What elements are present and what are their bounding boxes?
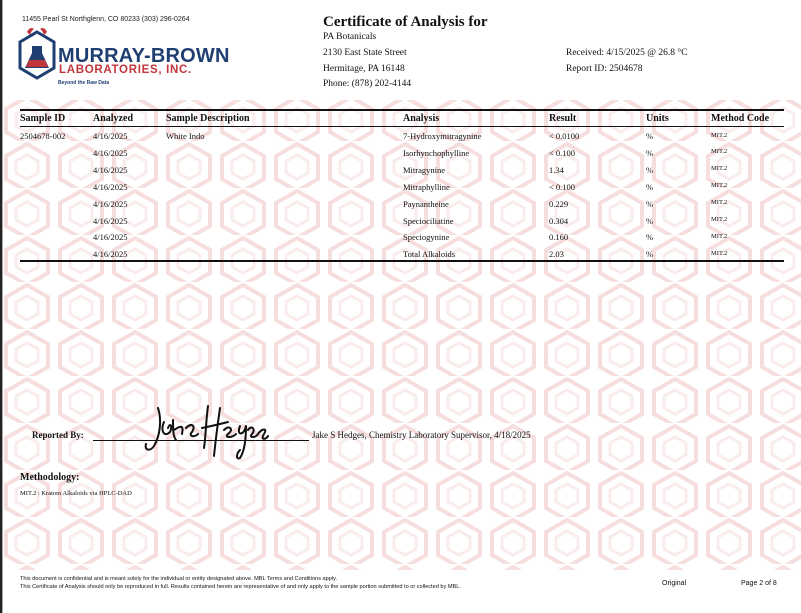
row-method-code: MIT.2: [711, 199, 728, 207]
row-sample-id: 2504678-002: [20, 131, 66, 141]
row-method-code: MIT.2: [711, 148, 728, 156]
certificate-title: Certificate of Analysis for: [323, 14, 488, 30]
row-units: %: [646, 131, 654, 141]
row-units: %: [646, 147, 654, 158]
client-street: 2130 East State Street: [323, 48, 407, 58]
row-result: < 0.100: [549, 147, 576, 158]
client-city: Hermitage, PA 16148: [323, 64, 405, 74]
row-analysis: Speciociliatine: [403, 215, 454, 226]
methodology-title: Methodology:: [20, 472, 80, 483]
row-units: %: [646, 249, 654, 260]
footer-page-number: Page 2 of 8: [741, 580, 777, 587]
row-method-code: MIT.2: [711, 216, 728, 223]
row-sample-description: White Indo: [166, 131, 205, 141]
table-bottom-rule: [20, 260, 784, 262]
row-units: %: [646, 164, 654, 175]
header-sample-id: Sample ID: [20, 113, 66, 124]
header-analyzed: Analyzed: [93, 113, 133, 124]
reported-by-label: Reported By:: [32, 430, 84, 440]
row-units: %: [646, 232, 654, 243]
footer-confidentiality: This document is confidential and is meant solely for the individual or entity designated above. MBL Terms and Conditions apply.: [20, 576, 338, 582]
row-analyzed: 4/16/2025: [93, 232, 128, 243]
flask-logo-icon: [18, 26, 58, 88]
row-analyzed: 4/16/2025: [93, 215, 128, 226]
methodology-item: MIT.2 : Kratom Alkaloids via HPLC-DAD: [20, 490, 132, 497]
row-analysis: Paynantheine: [403, 198, 449, 209]
row-result: 0.160: [549, 232, 569, 243]
row-analyzed: 4/16/2025: [93, 181, 128, 192]
row-units: %: [646, 181, 654, 192]
row-analyzed: 4/16/2025: [93, 198, 128, 209]
header-sample-description: Sample Description: [166, 113, 250, 124]
row-result: 0.229: [549, 198, 569, 209]
row-method-code: MIT.2: [711, 165, 728, 173]
row-analyzed: 4/16/2025: [93, 249, 128, 260]
table-header-rule: [20, 126, 784, 127]
header-analysis: Analysis: [403, 113, 440, 124]
header-result: Result: [549, 113, 577, 124]
row-method-code: MIT.2: [711, 131, 728, 139]
header-units: Units: [646, 113, 669, 124]
logo-tagline: Beyond the Raw Data: [58, 80, 110, 86]
row-analyzed: 4/16/2025: [93, 131, 128, 141]
row-result: 1.34: [549, 164, 564, 175]
row-analysis: Isorhynchophylline: [403, 147, 470, 158]
reported-by-text: Jake S Hedges, Chemistry Laboratory Supervisor, 4/18/2025: [312, 430, 531, 440]
handwritten-signature: [140, 400, 270, 462]
row-result: 2.03: [549, 249, 564, 260]
lab-address: 11455 Pearl St Northglenn, CO 80233 (303) 296-0264: [22, 16, 190, 23]
row-units: %: [646, 215, 654, 226]
client-phone: Phone: (878) 202-4144: [323, 79, 412, 89]
row-analysis: Mitragynine: [403, 164, 446, 175]
footer-reproduction: This Certificate of Analysis should only be reproduced in full. Results contained herein are representative of and only apply to the sample portion submitted to or collected by MBL.: [20, 584, 461, 590]
row-analyzed: 4/16/2025: [93, 164, 128, 175]
row-analysis: Mitraphylline: [403, 181, 450, 192]
row-method-code: MIT.2: [711, 232, 728, 240]
logo-name: MURRAY-BROWN: [58, 45, 230, 67]
row-analyzed: 4/16/2025: [93, 147, 128, 158]
lab-logo: [18, 26, 230, 88]
row-result: < 0.0100: [549, 131, 580, 141]
row-method-code: MIT.2: [711, 249, 728, 257]
report-id: Report ID: 2504678: [566, 64, 643, 74]
row-result: 0.304: [549, 215, 569, 226]
logo-subtitle: LABORATORIES, INC.: [59, 64, 192, 76]
client-name: PA Botanicals: [323, 32, 377, 42]
row-analysis: 7-Hydroxymitragynine: [403, 131, 482, 141]
row-analysis: Speciogynine: [403, 232, 450, 243]
row-units: %: [646, 198, 654, 209]
table-top-rule: [20, 109, 784, 111]
header-method-code: Method Code: [711, 113, 770, 124]
row-result: < 0.100: [549, 181, 576, 192]
footer-original: Original: [662, 580, 687, 587]
row-method-code: MIT.2: [711, 182, 728, 190]
received-info: Received: 4/15/2025 @ 26.8 °C: [566, 48, 688, 58]
row-analysis: Total Alkaloids: [403, 249, 456, 260]
